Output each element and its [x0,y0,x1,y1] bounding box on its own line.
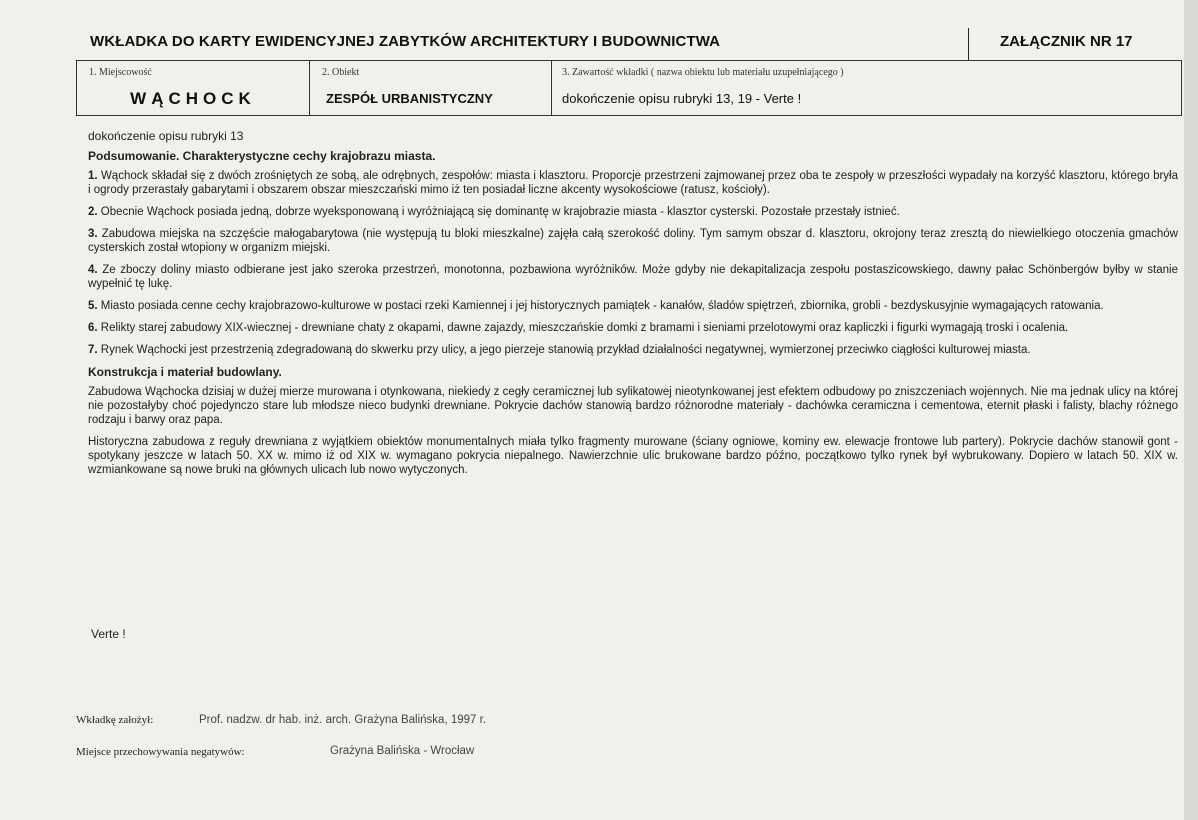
item-text: Rynek Wąchocki jest przestrzenią zdegradowaną do skwerku przy ulicy, a jego pierzeje stanowią przykład działalności negatywnej, wymierzonej przeciwko ciągłości kulturowej miasta. [100,344,1031,356]
list-item [88,169,1178,197]
field-label: 1. Miejscowość [89,67,152,78]
list-item [88,343,1178,357]
field-value: ZESPÓŁ URBANISTYCZNY [326,91,493,106]
body-paragraph: Historyczna zabudowa z reguły drewniana z wyjątkiem obiektów monumentalnych miała tylko fragmenty murowane (ściany ogniowe, kominy ew. elewacje frontowe lub partery). Pokrycie dachów stanowił gont - spotykany jeszcze w latach 50. XX w. mimo iż od XIX w. wymagano pokrycia niepalnego. Nawierzchnie ulic brukowane bardzo późno, początkowo tylko rynek był wybrukowany. Dopiero w latach 50. XIX w. wzmiankowane są nowe bruki na głównych ulicach lub nowo wytyczonych. [88,436,1178,476]
item-number: 2. [88,206,98,218]
item-number: 7. [88,344,98,356]
section-heading: Podsumowanie. Charakterystyczne cechy krajobrazu miasta. [88,149,436,163]
item-number: 6. [88,322,98,334]
list-item [88,299,1178,313]
storage-label: Miejsce przechowywania negatywów: [76,746,245,758]
author-value: Prof. nadzw. dr hab. inż. arch. Grażyna Balińska, 1997 r. [199,714,487,726]
item-text: Ze zboczy doliny miasto odbierane jest jako szeroka przestrzeń, monotonna, pozbawiona wyróżników. Może gdyby nie dekapitalizacja zespołu postaszicowskiego, dawny pałac Schönbergów byłby w stanie wypełnić tę lukę. [88,264,1178,290]
document-body [88,129,1178,485]
field-value: WĄCHOCK [130,89,256,108]
header-divider [968,28,969,60]
list-item [88,321,1178,335]
item-number: 5. [88,300,98,312]
list-item [88,205,1178,219]
item-text: Obecnie Wąchock posiada jedną, dobrze wyeksponowaną i wyróżniającą się dominantę w krajobrazie miasta - klasztor cysterski. Pozostałe przestały istnieć. [100,206,900,218]
item-number: 4. [88,264,98,276]
item-text: Wąchock składał się z dwóch zrośniętych ze sobą, ale odrębnych, zespołów: miasta i klasztoru. Proporcje przestrzeni zajmowanej przez oba te zespoły w przeszłości wypadały na korzyść klasztoru, którego bryła i ogrody przerastały gabarytami i obszarem obszar mieszczański mimo iż ten posiadał liczne akcenty wysokościowe (ratusz, kościoły). [88,170,1178,196]
item-number: 1. [88,170,98,182]
field-contents [552,61,1181,115]
list-item [88,263,1178,291]
document-title: WKŁADKA DO KARTY EWIDENCYJNEJ ZABYTKÓW ARCHITEKTURY I BUDOWNICTWA [90,33,721,50]
author-label: Wkładkę założył: [76,714,154,726]
body-paragraph: Zabudowa Wąchocka dzisiaj w dużej mierze murowana i otynkowana, niekiedy z cegły ceramicznej lub sylikatowej nieotynkowanej jest efektem odbudowy po zniszczeniach wojennych. Nie ma jednak ulicy na której nie pozostałyby choć pojedynczo stare lub młodsze nieco budynki drewniane. Pokrycie dachów stanowią bardzo różnorodne materiały - dachówka ceramiczna i cementowa, eternit płaski i falisty, blachy różnego rodzaju i barwy oraz papa. [88,386,1178,426]
field-value: dokończenie opisu rubryki 13, 19 - Verte ! [562,91,802,106]
item-text: Relikty starej zabudowy XIX-wiecznej - drewniane chaty z okapami, dawne zajazdy, mieszczańskie domki z bramami i sieniami przelotowymi oraz kapliczki i figurki wymagają troski i ocalenia. [100,322,1069,334]
list-item [88,227,1178,255]
item-number: 3. [88,228,98,240]
verte-note: Verte ! [91,627,126,641]
field-object [310,61,552,115]
scan-edge [1184,0,1198,820]
field-label: 2. Obiekt [322,67,360,78]
field-label: 3. Zawartość wkładki ( nazwa obiektu lub materiału uzupełniającego ) [562,67,844,78]
field-locality [77,61,310,115]
item-text: Miasto posiada cenne cechy krajobrazowo-kulturowe w postaci rzeki Kamiennej i jej historycznych pamiątek - kanałów, śladów spiętrzeń, zbiornika, grobli - bezdyskusyjnie wymagających ratowania. [100,300,1104,312]
item-text: Zabudowa miejska na szczęście małogabarytowa (nie występują tu bloki mieszkalne) zajęła całą szerokość doliny. Tym samym obszar d. klasztoru, okrojony teraz zresztą do niewielkiego otoczenia gmachów cysterskich został wtopiony w organizm miejski. [88,228,1178,254]
section-subtitle: dokończenie opisu rubryki 13 [88,129,244,143]
section-heading: Konstrukcja i materiał budowlany. [88,365,282,379]
fields-table [76,60,1182,116]
storage-value: Grażyna Balińska - Wrocław [330,745,475,757]
annex-number: ZAŁĄCZNIK NR 17 [1000,33,1133,50]
